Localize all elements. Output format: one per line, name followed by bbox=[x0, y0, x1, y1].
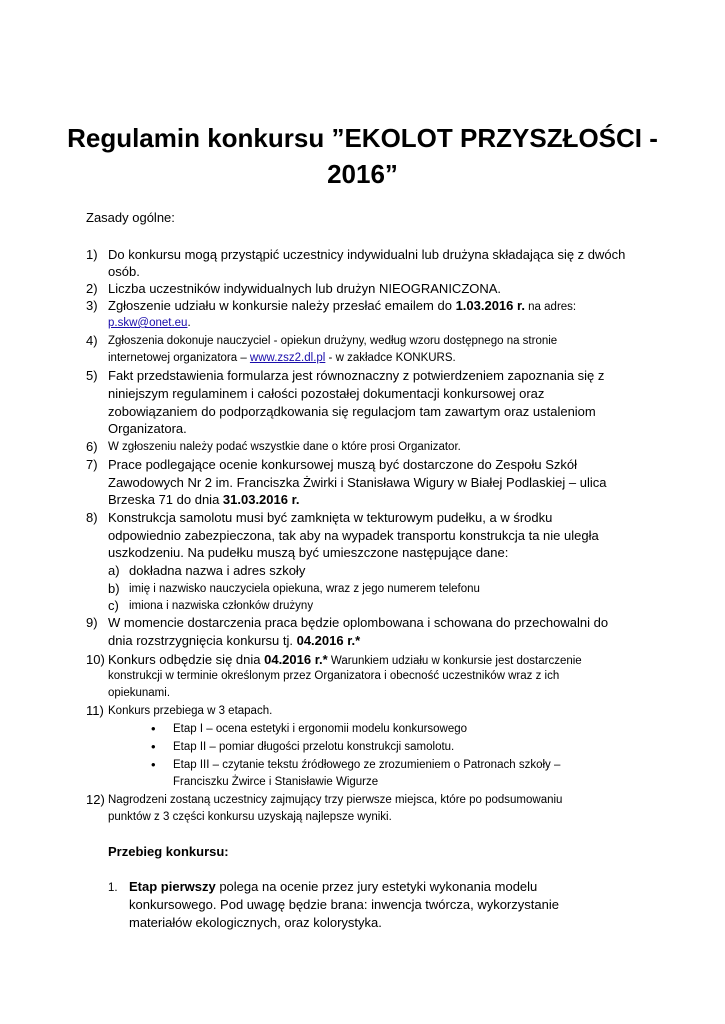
rule-number: 6) bbox=[86, 439, 98, 454]
rule-5-line-1: Fakt przedstawienia formularza jest równoznaczny z potwierdzeniem zapoznania się z bbox=[108, 368, 605, 383]
sub-item-text: imię i nazwisko nauczyciela opiekuna, wraz z jego numerem telefonu bbox=[129, 583, 480, 595]
rule-7-line-3: Brzeska 71 do dnia 31.03.2016 r. bbox=[108, 492, 300, 507]
rule-number: 9) bbox=[86, 615, 98, 630]
rule-1-line-2: osób. bbox=[108, 264, 140, 279]
bullet-icon: • bbox=[151, 739, 156, 754]
sub-item-mark: b) bbox=[108, 581, 120, 596]
rule-number: 2) bbox=[86, 281, 98, 296]
sub-item-mark: c) bbox=[108, 598, 119, 613]
email-link[interactable]: p.skw@onet.eu bbox=[108, 317, 188, 329]
rule-5-line-4: Organizatora. bbox=[108, 421, 187, 436]
rule-8-line-3: uszkodzeniu. Na pudełku muszą być umieszczone następujące dane: bbox=[108, 545, 509, 560]
rule-number: 4) bbox=[86, 333, 98, 348]
section-heading: Przebieg konkursu: bbox=[108, 844, 229, 859]
bullet-icon: • bbox=[151, 757, 156, 772]
website-link[interactable]: www.zsz2.dl.pl bbox=[249, 352, 326, 364]
rule-number: 10) bbox=[86, 652, 105, 667]
rule-10-line-1: Konkurs odbędzie się dnia 04.2016 r.* Warunkiem udziału w konkursie jest dostarczenie bbox=[108, 652, 582, 667]
bullet-icon: • bbox=[151, 721, 156, 736]
rule-9-line-1: W momencie dostarczenia praca będzie oplombowana i schowana do przechowalni do bbox=[108, 615, 609, 630]
course-number: 1. bbox=[108, 882, 118, 894]
document-title: Regulamin konkursu ”EKOLOT PRZYSZŁOŚCI - 2016” bbox=[67, 123, 658, 189]
rule-7-line-1: Prace podlegające ocenie konkursowej muszą być dostarczone do Zespołu Szkół bbox=[108, 457, 577, 472]
rule-number: 12) bbox=[86, 792, 105, 807]
rule-6-line-1: W zgłoszeniu należy podać wszystkie dane o które prosi Organizator. bbox=[108, 441, 461, 453]
rule-10-line-3: opiekunami. bbox=[108, 687, 171, 699]
stage-item: Etap I – ocena estetyki i ergonomii modelu konkursowego bbox=[173, 723, 468, 735]
rule-number: 8) bbox=[86, 510, 98, 525]
stage-item: Etap III – czytanie tekstu źródłowego ze zrozumieniem o Patronach szkoły – bbox=[173, 759, 561, 771]
course-line-2: konkursowego. Pod uwagę będzie brana: inwencja twórcza, wykorzystanie bbox=[129, 897, 559, 912]
course-line-3: materiałów ekologicznych, oraz kolorystyka. bbox=[129, 915, 382, 930]
rule-5-line-2: niniejszym regulaminem i całości pozostałej dokumentacji konkursowej oraz bbox=[108, 386, 545, 401]
rule-number: 3) bbox=[86, 298, 98, 313]
rule-4-line-1: Zgłoszenia dokonuje nauczyciel - opiekun drużyny, według wzoru dostępnego na stronie bbox=[108, 335, 558, 347]
course-line-1: Etap pierwszy polega na ocenie przez jury estetyki wykonania modelu bbox=[129, 879, 538, 894]
rule-7-line-2: Zawodowych Nr 2 im. Franciszka Żwirki i Stanisława Wigury w Białej Podlaskiej – ulica bbox=[108, 475, 607, 490]
rule-12-line-1: Nagrodzeni zostaną uczestnicy zajmujący trzy pierwsze miejsca, które po podsumowaniu bbox=[108, 794, 563, 806]
sub-item-text: imiona i nazwiska członków drużyny bbox=[129, 600, 314, 612]
rule-9-line-2: dnia rozstrzygnięcia konkursu tj. 04.2016 r.* bbox=[108, 633, 361, 648]
stage-item-continued: Franciszku Żwirce i Stanisławie Wigurze bbox=[173, 776, 379, 788]
rule-number: 5) bbox=[86, 368, 98, 383]
rule-10-line-2: konstrukcji w terminie określonym przez Organizatora i obecność uczestników wraz z ich bbox=[108, 670, 560, 682]
sub-item-text: dokładna nazwa i adres szkoły bbox=[129, 563, 306, 578]
rule-number: 11) bbox=[86, 703, 104, 718]
rule-12-line-2: punktów z 3 części konkursu uzyskają najlepsze wyniki. bbox=[108, 811, 392, 823]
rule-1-line-1: Do konkursu mogą przystąpić uczestnicy indywidualni lub drużyna składająca się z dwóch bbox=[108, 247, 626, 262]
rule-5-line-3: zobowiązaniem do podporządkowania się regulacjom tam zawartym oraz ustaleniom bbox=[108, 404, 596, 419]
rule-2-line-1: Liczba uczestników indywidualnych lub drużyn NIEOGRANICZONA. bbox=[108, 281, 502, 296]
intro-text: Zasady ogólne: bbox=[86, 210, 175, 225]
rule-3-line-1: Zgłoszenie udziału w konkursie należy przesłać emailem do 1.03.2016 r. na adres: bbox=[108, 298, 577, 313]
rule-8-line-1: Konstrukcja samolotu musi być zamknięta w tekturowym pudełku, a w środku bbox=[108, 510, 553, 525]
stage-item: Etap II – pomiar długości przelotu konstrukcji samolotu. bbox=[173, 741, 455, 753]
rule-3-line-2: p.skw@onet.eu. bbox=[108, 317, 191, 329]
rule-11-line-1: Konkurs przebiega w 3 etapach. bbox=[108, 705, 273, 717]
rule-4-line-2: internetowej organizatora – www.zsz2.dl.pl - w zakładce KONKURS. bbox=[108, 352, 456, 364]
rule-8-line-2: odpowiednio zabezpieczona, tak aby na wypadek transportu konstrukcja ta nie uległa bbox=[108, 528, 599, 543]
rule-number: 1) bbox=[86, 247, 98, 262]
rule-number: 7) bbox=[86, 457, 98, 472]
sub-item-mark: a) bbox=[108, 563, 120, 578]
